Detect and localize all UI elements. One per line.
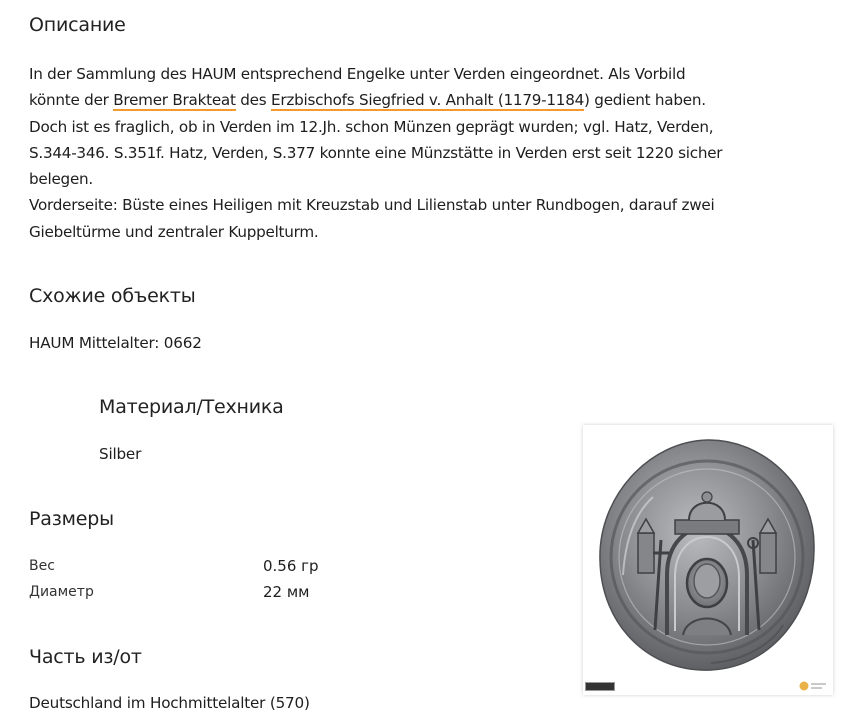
material-heading: Материал/Техника [99,396,284,418]
description-text-part: des [235,91,272,110]
coin-image[interactable] [583,425,833,695]
description-text-part: In der Sammlung des HAUM entsprechend Engelke unter Verden eingeordnet. Als Vorbild könnte der [29,65,686,110]
highlight-erzbischof-siegfried: Erzbischofs Siegfried v. Anhalt (1179-1184 [271,91,585,110]
material-value: Silber [99,445,142,463]
similar-objects-heading: Схожие объекты [29,285,196,307]
description-text [29,61,729,245]
coin-illustration [583,425,833,695]
description-obverse: Vorderseite: Büste eines Heiligen mit Kreuzstab und Lilienstab unter Rundbogen, darauf zwei Giebeltürme und zentraler Kuppelturm. [29,196,715,241]
dimensions-heading: Размеры [29,508,114,530]
part-of-heading: Часть из/от [29,646,142,668]
part-of-link[interactable]: Deutschland im Hochmittelalter (570) [29,694,310,712]
museum-logo-icon [799,680,827,692]
description-heading: Описание [29,14,126,36]
similar-object-link[interactable]: HAUM Mittelalter: 0662 [29,334,202,352]
highlight-bremer-brakteat: Bremer Brakteat [113,91,236,110]
description-text-part: ) gedient haben. Doch ist es fraglich, ob in Verden im 12.Jh. schon Münzen geprägt wurden; vgl. Hatz, Verden, S.344-346. S.351f. Hatz, Verden, S.377 konnte eine Münzstätte in Verden erst seit 1220 sicher belegen. [29,91,723,189]
weight-value: 0.56 гр [263,557,319,575]
diameter-label: Диаметр [29,584,94,600]
diameter-value: 22 мм [263,583,310,601]
cc-license-icon[interactable] [585,682,615,691]
weight-label: Вес [29,558,55,574]
